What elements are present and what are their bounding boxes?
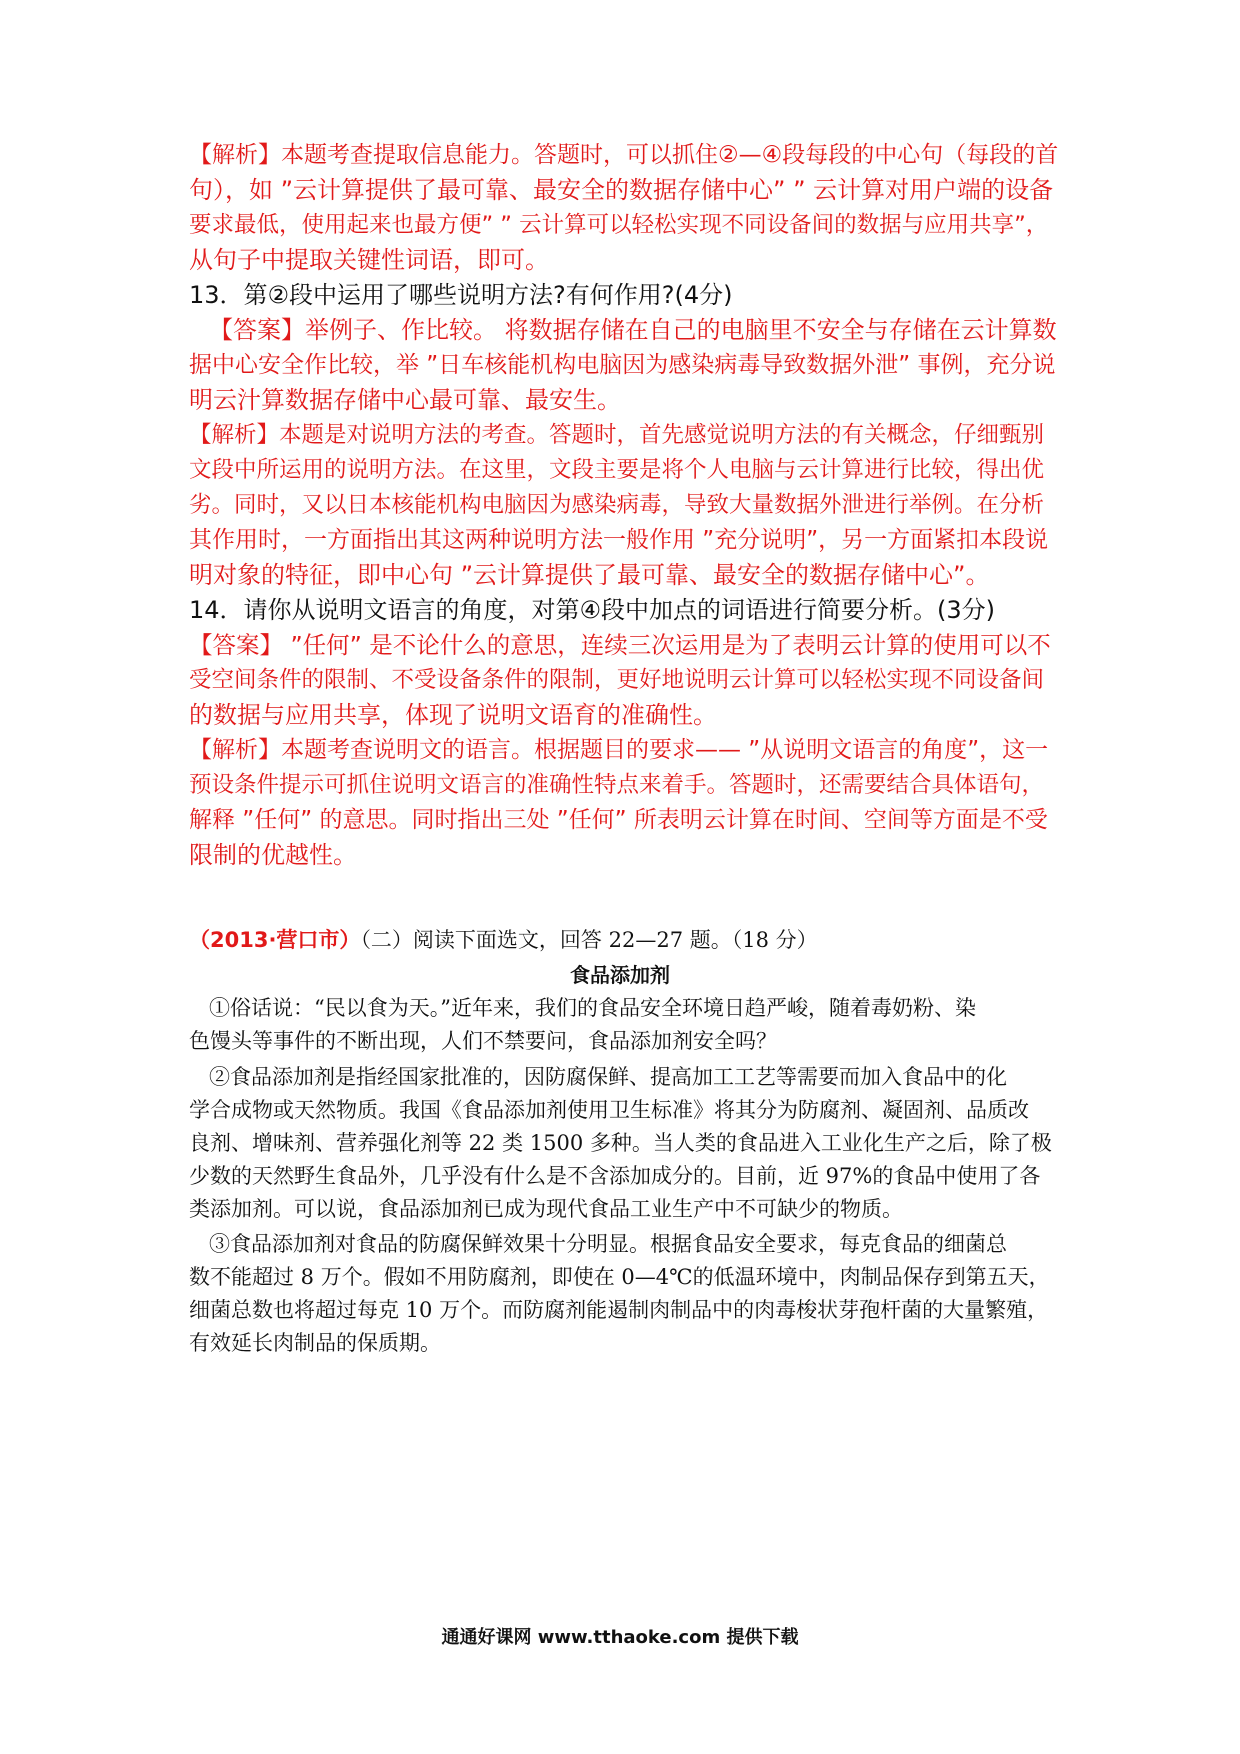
- article-para-1-line-1: ①俗话说：“民以食为天。”近年来，我们的食品安全环境日趋严峻，随着毒奶粉、染: [209, 996, 976, 1020]
- answer-13-line-2: 据中心安全作比较，举 ”日车核能机构电脑因为感染病毒导致数据外泄” 事例，充分说: [189, 352, 1056, 378]
- analysis-14-line-3: 解释 ”任何” 的意思。同时指出三处 ”任何” 所表明云计算在时间、空间等方面是不受: [189, 807, 1048, 833]
- source-tag: （2013·营口市）: [189, 928, 361, 952]
- analysis-12-line-1: 【解析】本题考查提取信息能力。答题时，可以抓住②—④段每段的中心句（每段的首: [189, 142, 1059, 168]
- article-para-3-line-3: 细菌总数也将超过每克 10 万个。而防腐剂能遏制肉制品中的肉毒梭状芽孢杆菌的大量繁殖，: [189, 1298, 1049, 1322]
- article-para-1-line-2: 色馒头等事件的不断出现，人们不禁要问，食品添加剂安全吗？: [189, 1029, 777, 1053]
- answer-13-line-1: 【答案】举例子、作比较。 将数据存储在自己的电脑里不安全与存储在云计算数: [209, 316, 1057, 344]
- article-para-2-line-2: 学合成物或天然物质。我国《食品添加剂使用卫生标准》将其分为防腐剂、凝固剂、品质改: [189, 1098, 1029, 1122]
- article-para-2-line-3: 良剂、增味剂、营养强化剂等 22 类 1500 多种。当人类的食品进入工业化生产之后，除了极: [189, 1131, 1052, 1155]
- article-title: 食品添加剂: [570, 963, 670, 987]
- section-intro: （二）阅读下面选文，回答 22—27 题。（18 分）: [360, 928, 818, 952]
- analysis-12-line-3: 要求最低，使用起来也最方便” ” 云计算可以轻松实现不同设备间的数据与应用共享”，: [189, 212, 1049, 238]
- analysis-12-line-2: 句），如 ”云计算提供了最可靠、最安全的数据存储中心” ” 云计算对用户端的设备: [189, 176, 1054, 204]
- article-para-3-line-4: 有效延长肉制品的保质期。: [189, 1331, 441, 1355]
- article-para-2-line-1: ②食品添加剂是指经国家批准的，因防腐保鲜、提高加工工艺等需要而加入食品中的化: [209, 1065, 1007, 1089]
- page-footer: 通通好课网 www.tthaoke.com 提供下载: [441, 1627, 799, 1648]
- analysis-13-line-5: 明对象的特征，即中心句 ”云计算提供了最可靠、最安全的数据存储中心”。: [189, 561, 990, 589]
- analysis-13-line-4: 其作用时，一方面指出其这两种说明方法一般作用 ”充分说明”，另一方面紧扣本段说: [189, 527, 1049, 553]
- answer-14-line-2: 受空间条件的限制、不受设备条件的限制，更好地说明云计算可以轻松实现不同设备间: [189, 667, 1045, 693]
- analysis-13-line-1: 【解析】本题是对说明方法的考查。答题时，首先感觉说明方法的有关概念，仔细甄别: [189, 422, 1045, 448]
- article-para-2-line-5: 类添加剂。可以说，食品添加剂已成为现代食品工业生产中不可缺少的物质。: [189, 1197, 903, 1221]
- analysis-14-line-2: 预设条件提示可抓住说明文语言的准确性特点来着手。答题时，还需要结合具体语句，: [189, 772, 1045, 798]
- article-para-3-line-2: 数不能超过 8 万个。假如不用防腐剂，即使在 0—4℃的低温环境中，肉制品保存到第五天，: [189, 1265, 1050, 1289]
- article-para-2-line-4: 少数的天然野生食品外，几乎没有什么是不含添加成分的。目前，近 97%的食品中使用了各: [189, 1164, 1041, 1188]
- answer-14-line-1: 【答案】 ”任何” 是不论什么的意思，连续三次运用是为了表明云计算的使用可以不: [189, 631, 1051, 659]
- answer-13-line-3: 明云汁算数据存储中心最可靠、最安生。: [189, 386, 621, 414]
- section-heading: [189, 925, 818, 955]
- analysis-12-line-4: 从句子中提取关键性词语，即可。: [189, 246, 549, 274]
- analysis-13-line-2: 文段中所运用的说明方法。在这里，文段主要是将个人电脑与云计算进行比较，得出优: [189, 457, 1045, 483]
- analysis-14-line-1: 【解析】本题考查说明文的语言。根据题目的要求—— ”从说明文语言的角度”，这一: [189, 737, 1049, 763]
- question-14: 14．请你从说明文语言的角度，对第④段中加点的词语进行简要分析。(3分): [189, 596, 996, 624]
- analysis-14-line-4: 限制的优越性。: [189, 841, 357, 869]
- article-para-3-line-1: ③食品添加剂对食品的防腐保鲜效果十分明显。根据食品安全要求，每克食品的细菌总: [209, 1232, 1007, 1256]
- question-13: 13．第②段中运用了哪些说明方法?有何作用?(4分): [189, 281, 733, 309]
- analysis-13-line-3: 劣。同时，又以日本核能机构电脑因为感染病毒，导致大量数据外泄进行举例。在分析: [189, 492, 1045, 518]
- answer-14-line-3: 的数据与应用共享，体现了说明文语育的准确性。: [189, 701, 717, 729]
